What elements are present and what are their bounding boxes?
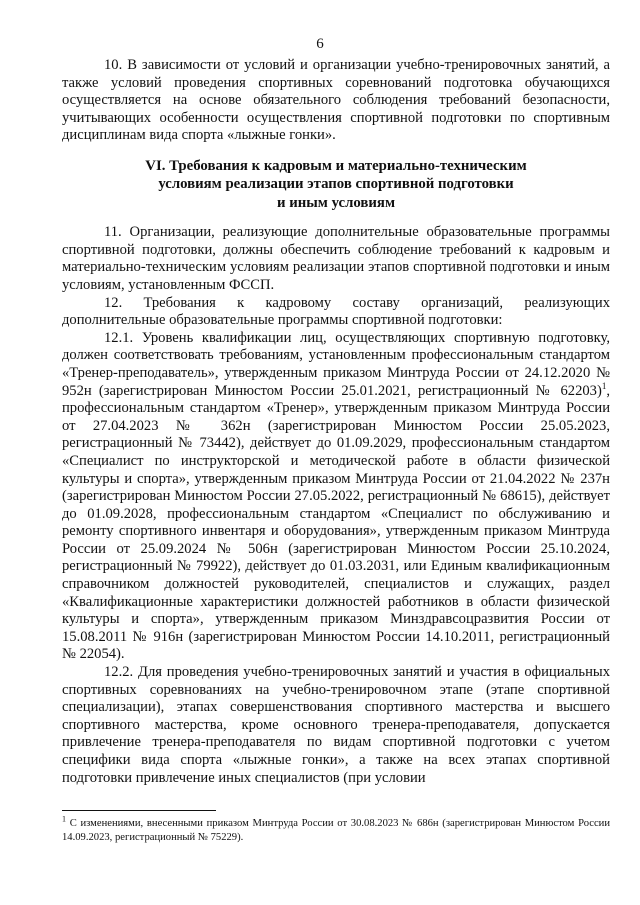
- document-body: [62, 57, 610, 787]
- paragraph-11: 11. Организации, реализующие дополнительные образовательные программы спортивной подготовки, должны обеспечить соблюдение требований к кадровым и материально-техническим условиям реализации этапов спортивной подготовки и иным условиям, установленным ФССП.: [62, 224, 610, 293]
- paragraph-12-2: 12.2. Для проведения учебно-тренировочных занятий и участия в официальных спортивных соревнованиях на учебно-тренировочном этапе (этапе спортивной специализации), этапах совершенствования спортивного мастерства и высшего спортивного мастерства, кроме основного тренера-преподавателя, допускается привлечение тренера-преподавателя по видам спортивной подготовки с учетом специфики вида спорта «лыжные гонки», а также на всех этапах спортивной подготовки привлечение иных специалистов (при условии: [62, 664, 610, 786]
- paragraph-10: 10. В зависимости от условий и организации учебно-тренировочных занятий, а также условий проведения спортивных соревнований подготовка обучающихся осуществляется на основе обязательного соблюдения требований безопасности, учитывающих особенности осуществления спортивной подготовки по спортивным дисциплинам вида спорта «лыжные гонки».: [62, 57, 610, 144]
- paragraph-12-1: [62, 330, 610, 664]
- page-number: 6: [316, 36, 324, 52]
- section-heading: [62, 157, 610, 212]
- paragraph-12-1-text-end: , профессиональным стандартом «Тренер», утвержденным приказом Минтруда России от 27.04.2023 № 362н (зарегистрирован Минюстом России 25.05.2023, регистрационный № 73442), действует до 01.09.2029, профессиональным стандартом «Специалист по инструкторской и методической работе в области физической культуры и спорта», утвержденным приказом Минтруда России от 21.04.2022 № 237н (зарегистрирован Минюстом России 27.05.2022, регистрационный № 68615), действует до 01.09.2028, профессиональным стандартом «Специалист по обслуживанию и ремонту спортивного инвентаря и оборудования», утвержденным приказом Минтруда России от 25.09.2024 № 506н (зарегистрирован Минюстом России 25.10.2024, регистрационный № 79922), действует до 01.03.2031, или Единым квалификационным справочником должностей руководителей, специалистов и служащих, раздел «Квалификационные характеристики должностей работников в области физической культуры и спорта», утвержденным приказом Минздравсоцразвития России от 15.08.2011 № 916н (зарегистрирован Минюстом России 14.10.2011, регистрационный № 22054).: [62, 382, 610, 663]
- paragraph-12: 12. Требования к кадровому составу организаций, реализующих дополнительные образовательные программы спортивной подготовки:: [62, 294, 610, 329]
- footnote: [62, 814, 610, 845]
- paragraph-12-1-text-start: 12.1. Уровень квалификации лиц, осуществляющих спортивную подготовку, должен соответствовать требованиям, установленным профессиональным стандартом «Тренер-преподаватель», утвержденным приказом Минтруда России от 24.12.2020 № 952н (зарегистрирован Минюстом России 25.01.2021, регистрационный № 62203): [62, 329, 610, 399]
- footnote-text: С изменениями, внесенными приказом Минтруда России от 30.08.2023 № 686н (зарегистрирован Минюстом России 14.09.2023, регистрационный № 75229).: [62, 818, 610, 843]
- section-heading-line-3: и иным условиям: [276, 194, 396, 211]
- footnote-divider: [62, 810, 216, 811]
- footnote-mark: 1: [62, 814, 66, 824]
- section-heading-line-1: VI. Требования к кадровым и материально-техническим: [145, 157, 527, 174]
- footnote-reference[interactable]: 1: [601, 380, 607, 391]
- section-heading-line-2: условиям реализации этапов спортивной подготовки: [158, 176, 514, 193]
